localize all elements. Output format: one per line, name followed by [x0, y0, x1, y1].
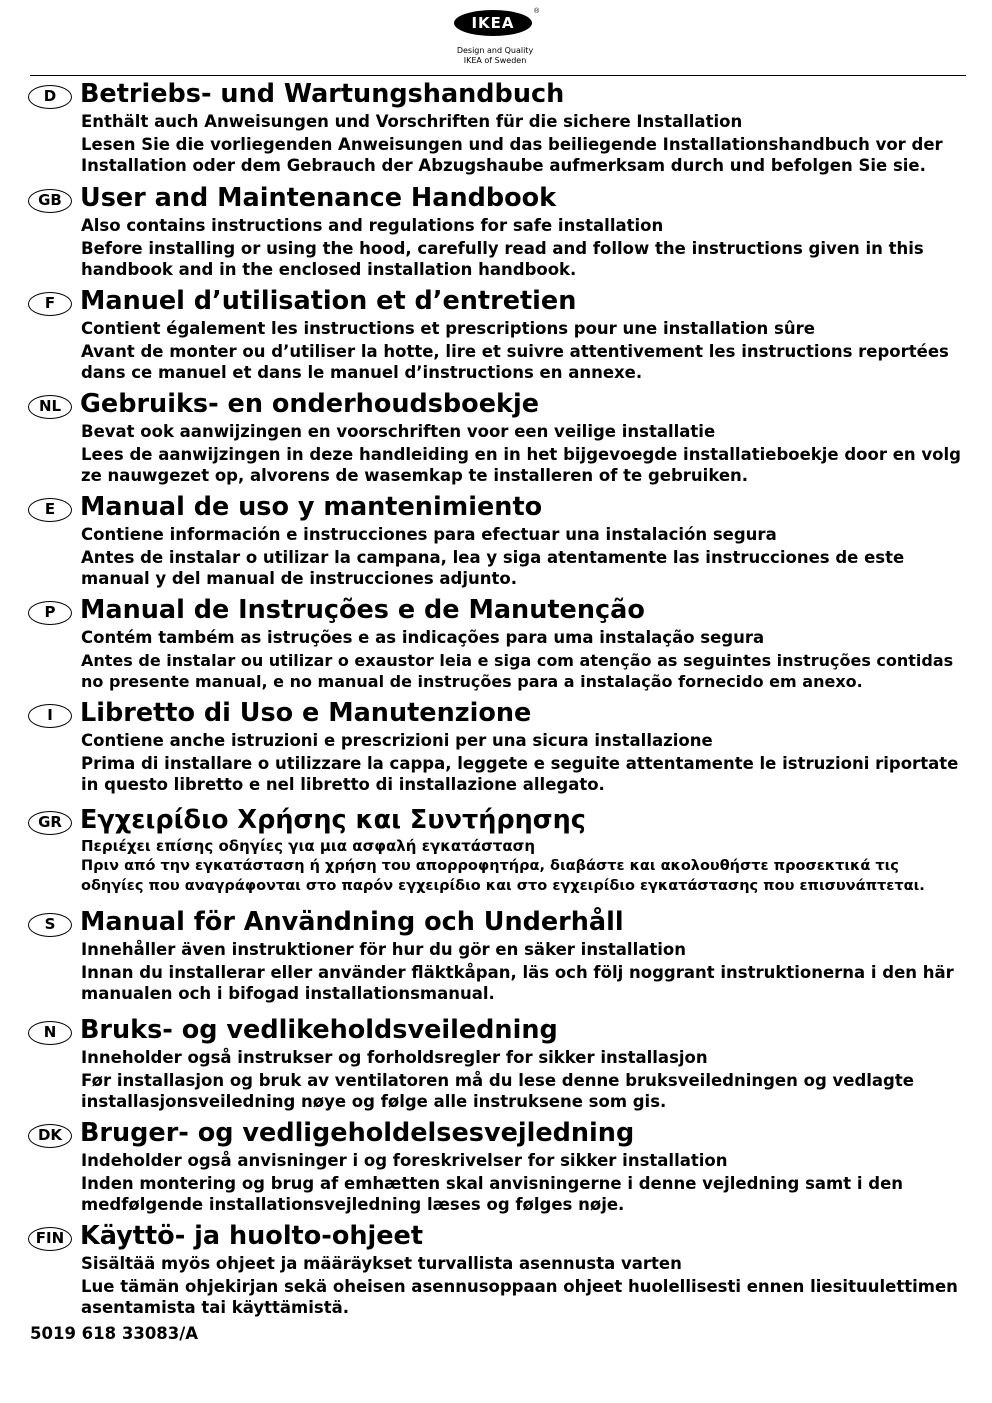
section-description: Πριν από την εγκατάσταση ή χρήση του απορροφητήρα, διαβάστε και ακολουθήστε προσεκτικά τις οδηγίες που αναγράφονται στο παρόν εγχειρίδιο και στο εγχειρίδιο εγκατάστασης που επισυνάπτεται.: [81, 858, 925, 894]
page-header: [0, 0, 992, 76]
section-subtitle: Contiene información e instrucciones para efectuar una instalación segura: [81, 525, 777, 544]
language-badge: P: [28, 601, 72, 625]
section-title: Käyttö- ja huolto-ohjeet: [80, 1221, 424, 1251]
section-title: Εγχειρίδιο Χρήσης και Συντήρησης: [80, 805, 586, 835]
section-description: Antes de instalar o utilizar la campana, lea y siga atentamente las instrucciones de este manual y del manual de instrucciones adjunto.: [81, 548, 905, 588]
section-title: Manual de Instruções e de Manutenção: [80, 595, 645, 625]
section-subtitle: Innehåller även instruktioner för hur du gör en säker installation: [81, 940, 686, 959]
tagline: [430, 46, 560, 66]
tagline-line1: Design and Quality: [456, 46, 534, 55]
section-subtitle: Contient également les instructions et prescriptions pour une installation sûre: [81, 319, 815, 338]
section-subtitle: Bevat ook aanwijzingen en voorschriften voor een veilige installatie: [81, 422, 716, 441]
section-description: Lees de aanwijzingen in deze handleiding en in het bijgevoegde installatieboekje door en volg ze nauwgezet op, alvorens de wasemkap te installeren of te gebruiken.: [81, 445, 961, 485]
section-title: Manuel d’utilisation et d’entretien: [80, 286, 577, 316]
section-title: Manual de uso y mantenimiento: [80, 492, 543, 522]
section-title: Bruger- og vedligeholdelsesvejledning: [80, 1118, 635, 1148]
language-badge: D: [28, 85, 72, 109]
section-title: Betriebs- und Wartungshandbuch: [80, 79, 565, 109]
section-description: Prima di installare o utilizzare la cappa, leggete e seguite attentamente le istruzioni riportate in questo libretto e nel libretto di installazione allegato.: [81, 754, 959, 794]
section-subtitle: Contiene anche istruzioni e prescrizioni per una sicura installazione: [81, 731, 713, 750]
language-badge: S: [28, 913, 72, 937]
language-badge: F: [28, 292, 72, 316]
section-description: Innan du installerar eller använder fläktkåpan, läs och följ noggrant instruktionerna i den här manualen och i bifogad installationsmanual.: [81, 963, 954, 1003]
section-description: Lue tämän ohjekirjan sekä oheisen asennusoppaan ohjeet huolellisesti ennen liesituulettimen asentamista tai käyttämistä.: [81, 1277, 958, 1317]
section-description: Lesen Sie die vorliegenden Anweisungen und das beiliegende Installationshandbuch vor der Installation oder dem Gebrauch der Abzugshaube aufmerksam durch und befolgen Sie sie.: [81, 135, 943, 175]
language-badge: N: [28, 1021, 72, 1045]
section-title: Gebruiks- en onderhoudsboekje: [80, 389, 539, 419]
section-subtitle: Περιέχει επίσης οδηγίες για μια ασφαλή εγκατάσταση: [81, 837, 536, 855]
section-title: Manual för Användning och Underhåll: [80, 907, 624, 937]
section-description: Inden montering og brug af emhætten skal anvisningerne i denne vejledning samt i den medfølgende installationsvejledning læses og følges nøje.: [81, 1174, 904, 1214]
language-badge: I: [28, 704, 72, 728]
section-title: Bruks- og vedlikeholdsveiledning: [80, 1015, 558, 1045]
language-badge: FIN: [28, 1227, 72, 1251]
language-badge: DK: [28, 1124, 72, 1148]
section-subtitle: Enthält auch Anweisungen und Vorschriften für die sichere Installation: [81, 112, 743, 131]
registered-mark: ®: [534, 8, 540, 15]
section-title: Libretto di Uso e Manutenzione: [80, 698, 532, 728]
section-subtitle: Sisältää myös ohjeet ja määräykset turvallista asennusta varten: [81, 1254, 682, 1273]
language-badge: NL: [28, 395, 72, 419]
document-code: 5019 618 33083/A: [30, 1324, 199, 1343]
section-title: User and Maintenance Handbook: [80, 183, 557, 213]
header-rule: [30, 75, 966, 76]
ikea-logo: [454, 8, 540, 38]
section-description: Antes de instalar ou utilizar o exaustor leia e siga com atenção as seguintes instruções contidas no presente manual, e no manual de instruções para a instalação fornecido em anexo.: [81, 651, 954, 691]
section-description: Avant de monter ou d’utiliser la hotte, lire et suivre attentivement les instructions reportées dans ce manuel et dans le manuel d’instructions en annexe.: [81, 342, 949, 382]
section-subtitle: Indeholder også anvisninger i og foreskrivelser for sikker installation: [81, 1151, 728, 1170]
section-subtitle: Inneholder også instrukser og forholdsregler for sikker installasjon: [81, 1048, 708, 1067]
section-subtitle: Contém também as istruções e as indicações para uma instalação segura: [81, 628, 765, 647]
language-badge: GB: [28, 189, 72, 213]
section-description: Før installasjon og bruk av ventilatoren må du lese denne bruksveiledningen og vedlagte installasjonsveiledning nøye og følge alle instruksene som gis.: [81, 1071, 914, 1111]
language-badge: GR: [28, 811, 72, 835]
section-subtitle: Also contains instructions and regulations for safe installation: [81, 216, 664, 235]
tagline-line2: IKEA of Sweden: [463, 56, 527, 65]
logo-text: IKEA: [471, 14, 515, 32]
language-badge: E: [28, 498, 72, 522]
section-description: Before installing or using the hood, carefully read and follow the instructions given in this handbook and in the enclosed installation handbook.: [81, 239, 924, 279]
